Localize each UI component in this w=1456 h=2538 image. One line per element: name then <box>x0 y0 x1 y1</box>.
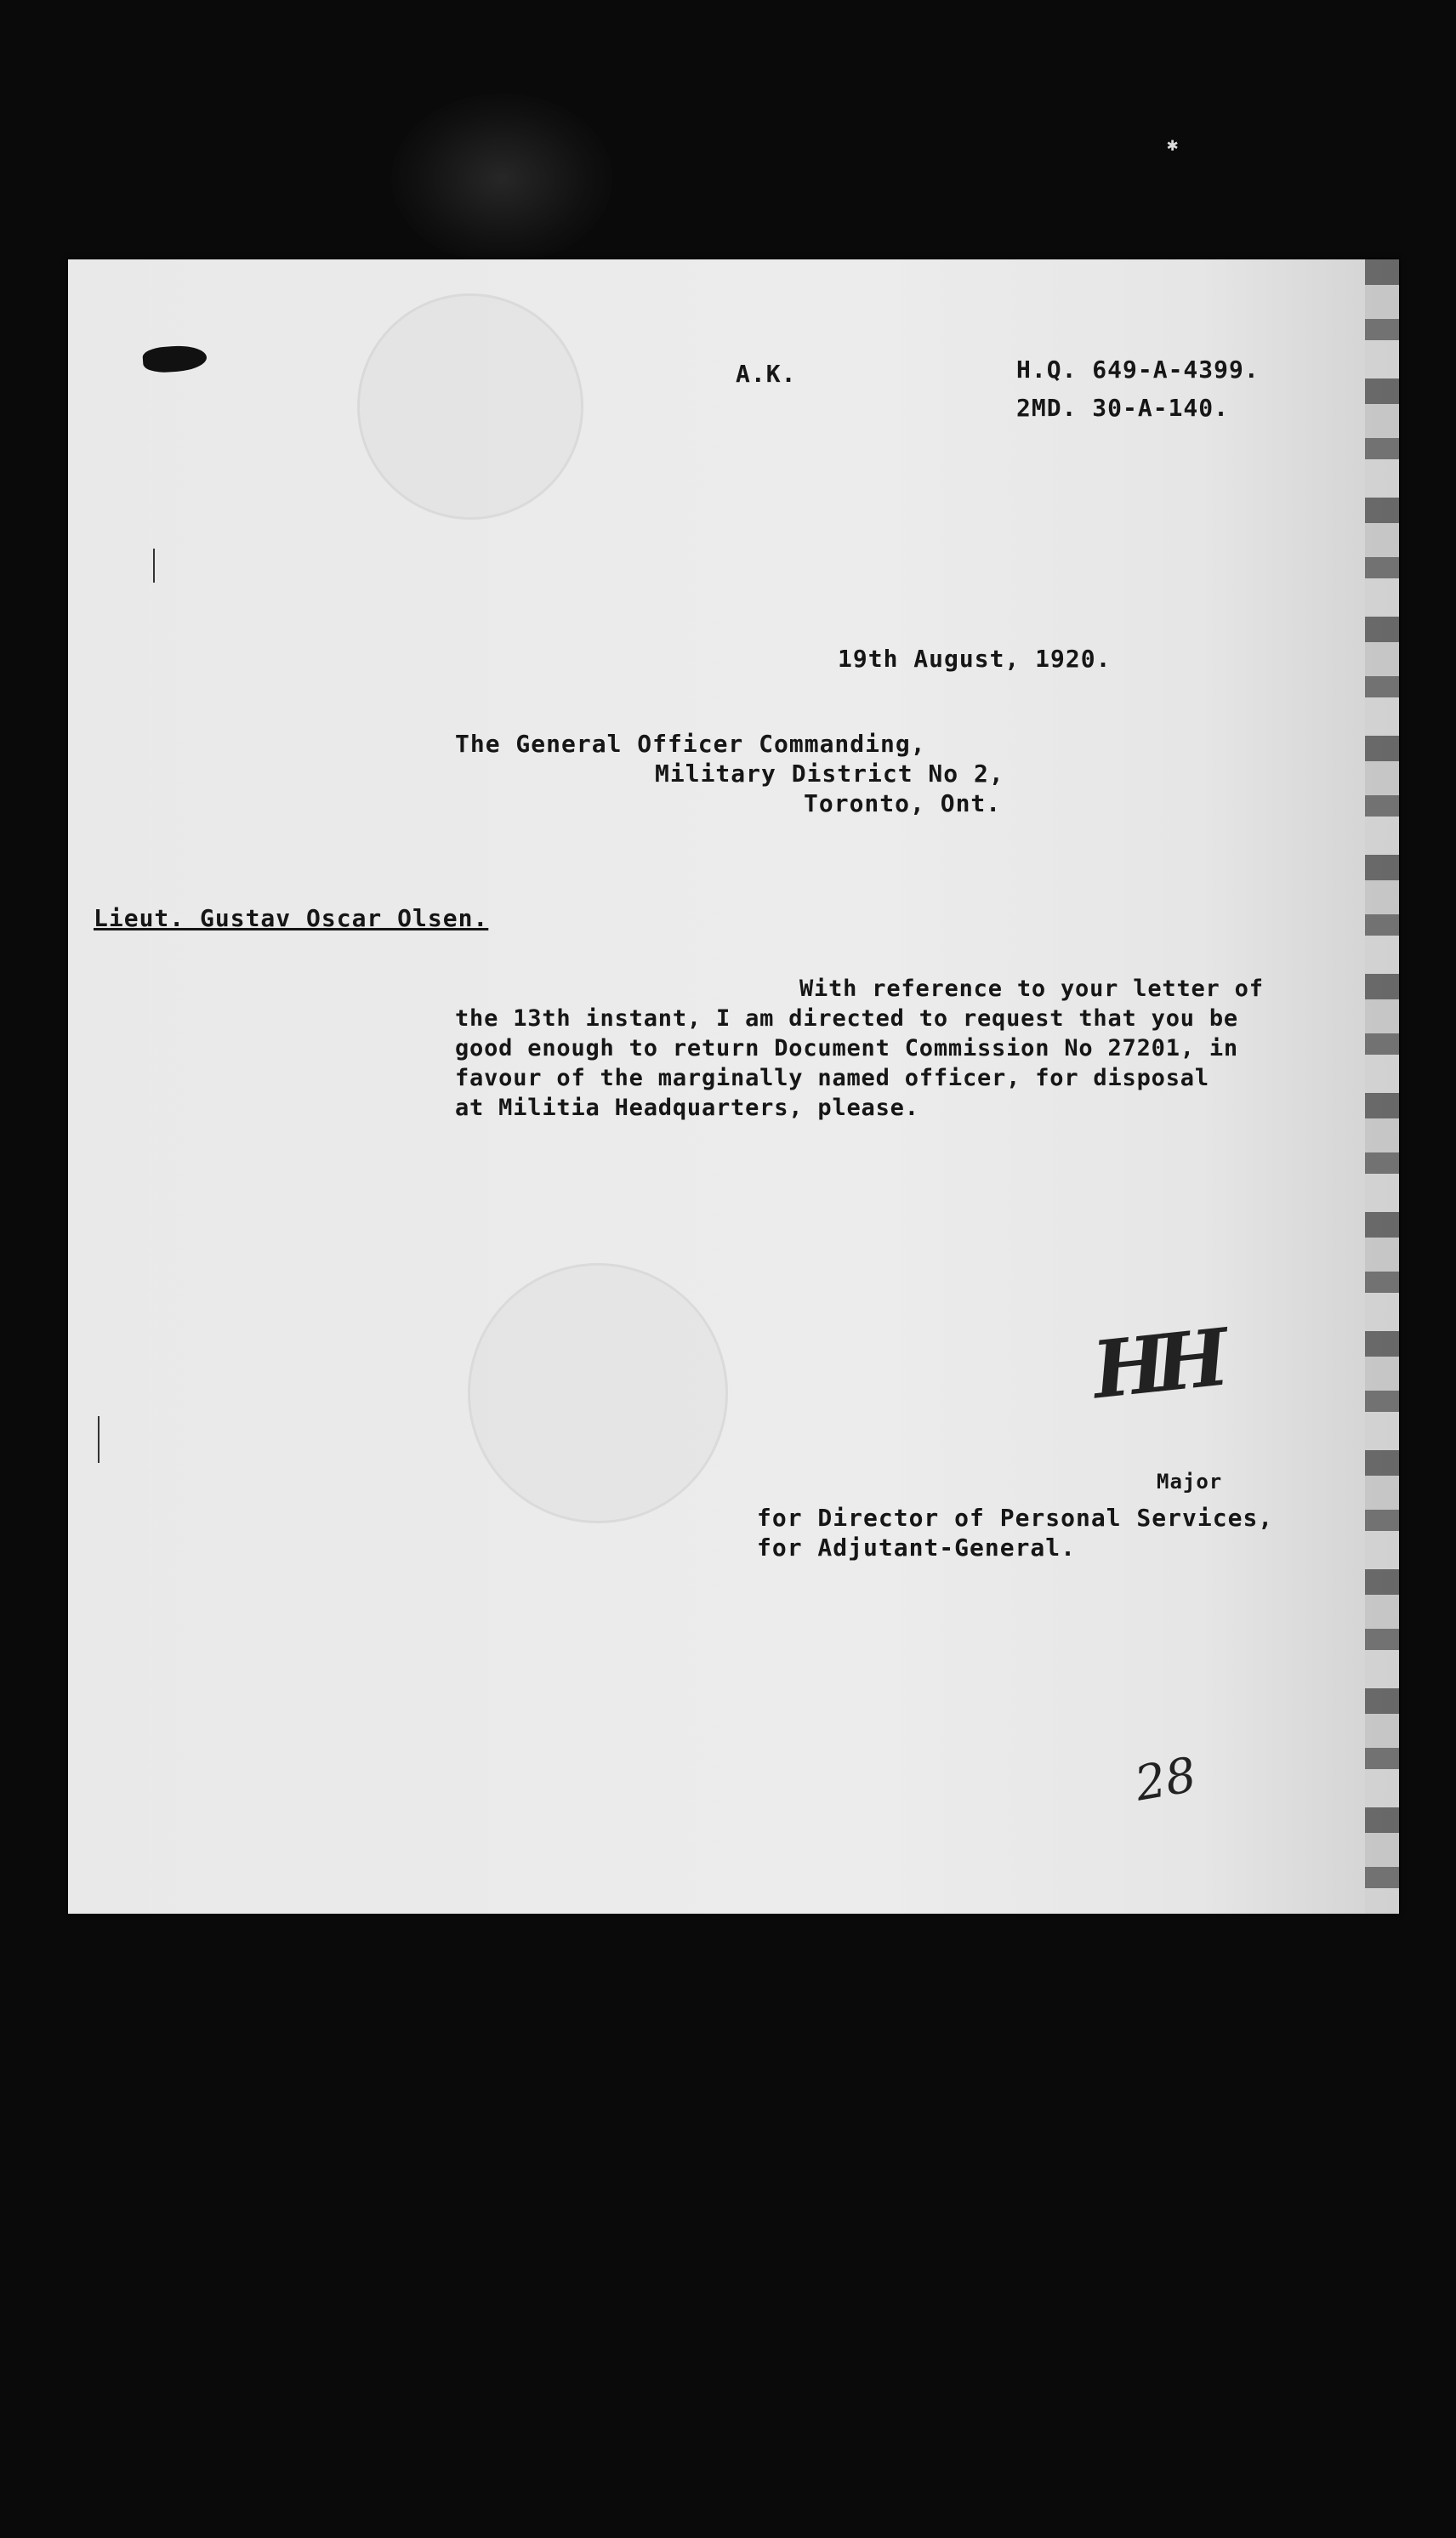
faint-stamp <box>468 1263 728 1523</box>
handwritten-page-number: 28 <box>1130 1747 1201 1812</box>
faint-stamp <box>357 293 583 520</box>
body-line: good enough to return Document Commission No 27201, in <box>455 1035 1238 1061</box>
body-line: With reference to your letter of <box>799 976 1264 1002</box>
handwritten-initials: HH <box>1088 1312 1222 1417</box>
addressee-line-1: The General Officer Commanding, <box>455 730 926 758</box>
body-line: favour of the marginally named officer, for disposal <box>455 1065 1209 1091</box>
margin-mark <box>153 549 155 583</box>
md-reference: 2MD. 30-A-140. <box>1016 394 1230 422</box>
page-edge-shadow <box>1365 259 1399 1914</box>
hq-reference: H.Q. 649-A-4399. <box>1016 356 1260 384</box>
ink-blot <box>142 344 208 373</box>
film-glare <box>391 94 612 264</box>
document-page <box>68 259 1399 1914</box>
letter-date: 19th August, 1920. <box>838 645 1112 673</box>
signature-line-1: for Director of Personal Services, <box>757 1504 1274 1532</box>
film-speck: ✱ <box>1167 134 1179 156</box>
signature-line-2: for Adjutant-General. <box>757 1534 1077 1562</box>
body-line: at Militia Headquarters, please. <box>455 1095 919 1121</box>
subject-line: Lieut. Gustav Oscar Olsen. <box>94 904 489 932</box>
signature-rank: Major <box>1157 1470 1223 1494</box>
body-line: the 13th instant, I am directed to request that you be <box>455 1005 1238 1032</box>
addressee-line-3: Toronto, Ont. <box>804 789 1002 817</box>
addressee-line-2: Military District No 2, <box>655 760 1004 788</box>
initials-ref: A.K. <box>736 360 797 388</box>
margin-mark <box>98 1416 100 1463</box>
